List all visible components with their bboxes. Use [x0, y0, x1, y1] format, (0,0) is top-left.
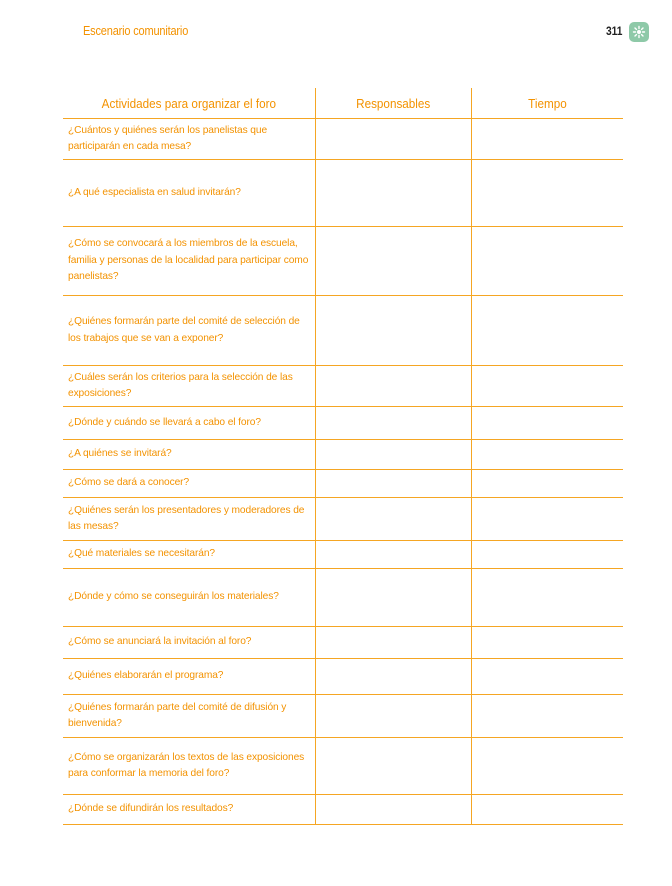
- table-row: [63, 407, 623, 440]
- activity-question: ¿Quiénes serán los presentadores y moderadores de las mesas?: [63, 498, 315, 541]
- activity-question: ¿Quiénes formarán parte del comité de selección de los trabajos que se van a exponer?: [63, 296, 315, 366]
- table-row: [63, 541, 623, 569]
- table-row: [63, 366, 623, 407]
- responsible-cell[interactable]: [315, 160, 471, 227]
- time-cell[interactable]: [471, 227, 623, 296]
- table-row: [63, 119, 623, 160]
- activity-question: ¿Qué materiales se necesitarán?: [63, 541, 315, 569]
- responsible-cell[interactable]: [315, 470, 471, 498]
- responsible-cell[interactable]: [315, 695, 471, 738]
- time-cell[interactable]: [471, 569, 623, 627]
- responsible-cell[interactable]: [315, 407, 471, 440]
- responsible-cell[interactable]: [315, 569, 471, 627]
- time-cell[interactable]: [471, 296, 623, 366]
- table-row: [63, 296, 623, 366]
- table-row: [63, 470, 623, 498]
- header-responsible: Responsables: [315, 88, 471, 119]
- activity-question: ¿A qué especialista en salud invitarán?: [63, 160, 315, 227]
- forum-planning-table: [63, 88, 623, 825]
- community-scene-icon: [629, 22, 649, 42]
- responsible-cell[interactable]: [315, 119, 471, 160]
- responsible-cell[interactable]: [315, 227, 471, 296]
- table-row: [63, 227, 623, 296]
- activity-question: ¿Cómo se organizarán los textos de las exposiciones para conformar la memoria del foro?: [63, 738, 315, 795]
- activity-question: ¿Cuáles serán los criterios para la selección de las exposiciones?: [63, 366, 315, 407]
- table-row: [63, 498, 623, 541]
- activity-question: ¿Cómo se anunciará la invitación al foro?: [63, 627, 315, 659]
- time-cell[interactable]: [471, 160, 623, 227]
- responsible-cell[interactable]: [315, 498, 471, 541]
- time-cell[interactable]: [471, 407, 623, 440]
- time-cell[interactable]: [471, 119, 623, 160]
- responsible-cell[interactable]: [315, 795, 471, 825]
- table-row: [63, 569, 623, 627]
- table-row: [63, 440, 623, 470]
- activity-question: ¿Quiénes formarán parte del comité de difusión y bienvenida?: [63, 695, 315, 738]
- time-cell[interactable]: [471, 695, 623, 738]
- table-row: [63, 160, 623, 227]
- table-row: [63, 659, 623, 695]
- time-cell[interactable]: [471, 738, 623, 795]
- header-time: Tiempo: [471, 88, 623, 119]
- responsible-cell[interactable]: [315, 627, 471, 659]
- responsible-cell[interactable]: [315, 296, 471, 366]
- table-row: [63, 738, 623, 795]
- table-row: [63, 795, 623, 825]
- table-row: [63, 627, 623, 659]
- time-cell[interactable]: [471, 498, 623, 541]
- responsible-cell[interactable]: [315, 659, 471, 695]
- activity-question: ¿Dónde se difundirán los resultados?: [63, 795, 315, 825]
- responsible-cell[interactable]: [315, 541, 471, 569]
- activity-question: ¿Quiénes elaborarán el programa?: [63, 659, 315, 695]
- header-activities: Actividades para organizar el foro: [63, 88, 315, 119]
- activity-question: ¿Dónde y cómo se conseguirán los materiales?: [63, 569, 315, 627]
- table-row: [63, 695, 623, 738]
- activity-question: ¿Dónde y cuándo se llevará a cabo el foro?: [63, 407, 315, 440]
- time-cell[interactable]: [471, 659, 623, 695]
- time-cell[interactable]: [471, 627, 623, 659]
- activity-question: ¿Cómo se dará a conocer?: [63, 470, 315, 498]
- page-number: 311: [606, 24, 623, 38]
- responsible-cell[interactable]: [315, 738, 471, 795]
- activity-question: ¿A quiénes se invitará?: [63, 440, 315, 470]
- activity-question: ¿Cómo se convocará a los miembros de la escuela, familia y personas de la localidad para participar como panelistas?: [63, 227, 315, 296]
- time-cell[interactable]: [471, 541, 623, 569]
- time-cell[interactable]: [471, 795, 623, 825]
- section-title: Escenario comunitario: [83, 24, 189, 38]
- time-cell[interactable]: [471, 470, 623, 498]
- activity-question: ¿Cuántos y quiénes serán los panelistas que participarán en cada mesa?: [63, 119, 315, 160]
- responsible-cell[interactable]: [315, 366, 471, 407]
- table-header-row: [63, 88, 623, 119]
- time-cell[interactable]: [471, 366, 623, 407]
- time-cell[interactable]: [471, 440, 623, 470]
- responsible-cell[interactable]: [315, 440, 471, 470]
